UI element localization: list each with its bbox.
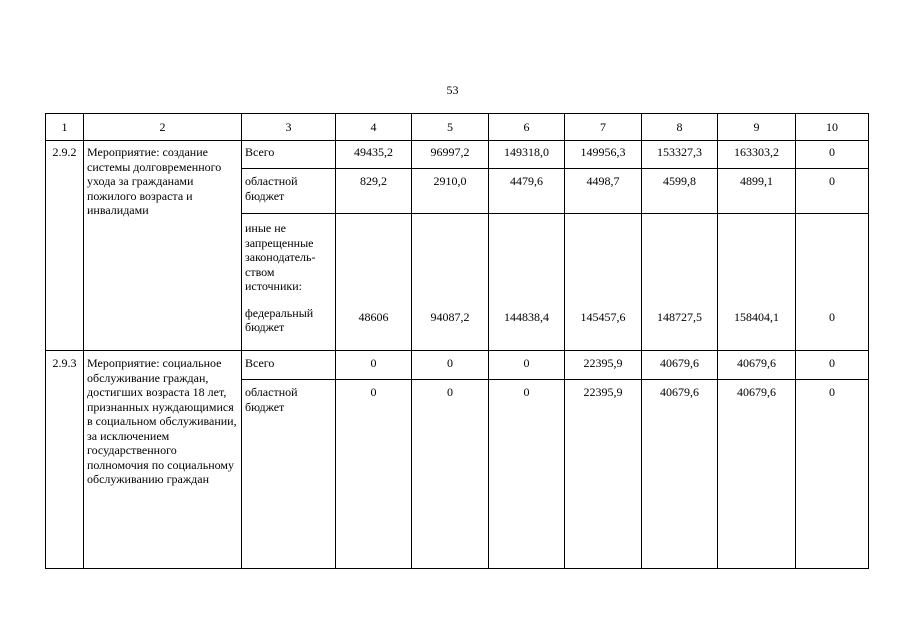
- funding-source-group: иные не запрещенные законодатель-ством источники:: [245, 221, 316, 293]
- value-cell: 40679,6: [718, 380, 796, 569]
- funding-source: Всего: [242, 141, 336, 169]
- header-cell: 9: [718, 114, 796, 141]
- header-cell: 10: [796, 114, 869, 141]
- table-row: [46, 141, 869, 169]
- value-cell: 4599,8: [642, 169, 718, 214]
- funding-source: федеральный бюджет: [245, 305, 314, 334]
- value-cell: 0: [796, 380, 869, 569]
- value-cell: 2910,0: [412, 169, 489, 214]
- value-cell: 49435,2: [336, 141, 412, 169]
- value-cell: 144838,4: [489, 214, 565, 351]
- value-cell: 0: [796, 351, 869, 380]
- header-cell: 7: [565, 114, 642, 141]
- budget-table: [45, 113, 869, 569]
- value-cell: 0: [336, 351, 412, 380]
- value-cell: 829,2: [336, 169, 412, 214]
- header-cell: 6: [489, 114, 565, 141]
- funding-source: Всего: [242, 351, 336, 380]
- header-cell: 4: [336, 114, 412, 141]
- header-row: [46, 114, 869, 141]
- value-cell: 4899,1: [718, 169, 796, 214]
- value-cell: 153327,3: [642, 141, 718, 169]
- header-cell: 8: [642, 114, 718, 141]
- value-cell: 0: [489, 351, 565, 380]
- value-cell: 0: [796, 141, 869, 169]
- value-cell: 148727,5: [642, 214, 718, 351]
- header-cell: 5: [412, 114, 489, 141]
- value-cell: 40679,6: [642, 351, 718, 380]
- header-cell: 1: [46, 114, 84, 141]
- value-cell: 0: [796, 214, 869, 351]
- value-cell: 0: [412, 351, 489, 380]
- funding-source-cell: [242, 214, 336, 351]
- row-code: 2.9.3: [46, 351, 84, 569]
- value-cell: 48606: [336, 214, 412, 351]
- funding-source: областной бюджет: [242, 169, 336, 214]
- value-cell: 149956,3: [565, 141, 642, 169]
- value-cell: 0: [412, 380, 489, 569]
- value-cell: 4479,6: [489, 169, 565, 214]
- value-cell: 4498,7: [565, 169, 642, 214]
- table-row: [46, 351, 869, 380]
- page-number: 53: [446, 83, 459, 97]
- value-cell: 0: [796, 169, 869, 214]
- value-cell: 0: [336, 380, 412, 569]
- row-code: 2.9.2: [46, 141, 84, 351]
- header-cell: 2: [84, 114, 242, 141]
- funding-source: областной бюджет: [242, 380, 336, 569]
- value-cell: 145457,6: [565, 214, 642, 351]
- value-cell: 94087,2: [412, 214, 489, 351]
- value-cell: 163303,2: [718, 141, 796, 169]
- value-cell: 149318,0: [489, 141, 565, 169]
- row-name: Мероприятие: социальное обслуживание граждан, достигших возраста 18 лет, признанных нуждающимися в социальном обслуживании, за исключением государственного полномочия по социальному обслуживанию граждан: [84, 351, 242, 569]
- value-cell: 158404,1: [718, 214, 796, 351]
- value-cell: 96997,2: [412, 141, 489, 169]
- value-cell: 40679,6: [642, 380, 718, 569]
- value-cell: 22395,9: [565, 351, 642, 380]
- row-name: Мероприятие: создание системы долговременного ухода за гражданами пожилого возраста и инвалидами: [84, 141, 242, 351]
- header-cell: 3: [242, 114, 336, 141]
- value-cell: 22395,9: [565, 380, 642, 569]
- value-cell: 40679,6: [718, 351, 796, 380]
- value-cell: 0: [489, 380, 565, 569]
